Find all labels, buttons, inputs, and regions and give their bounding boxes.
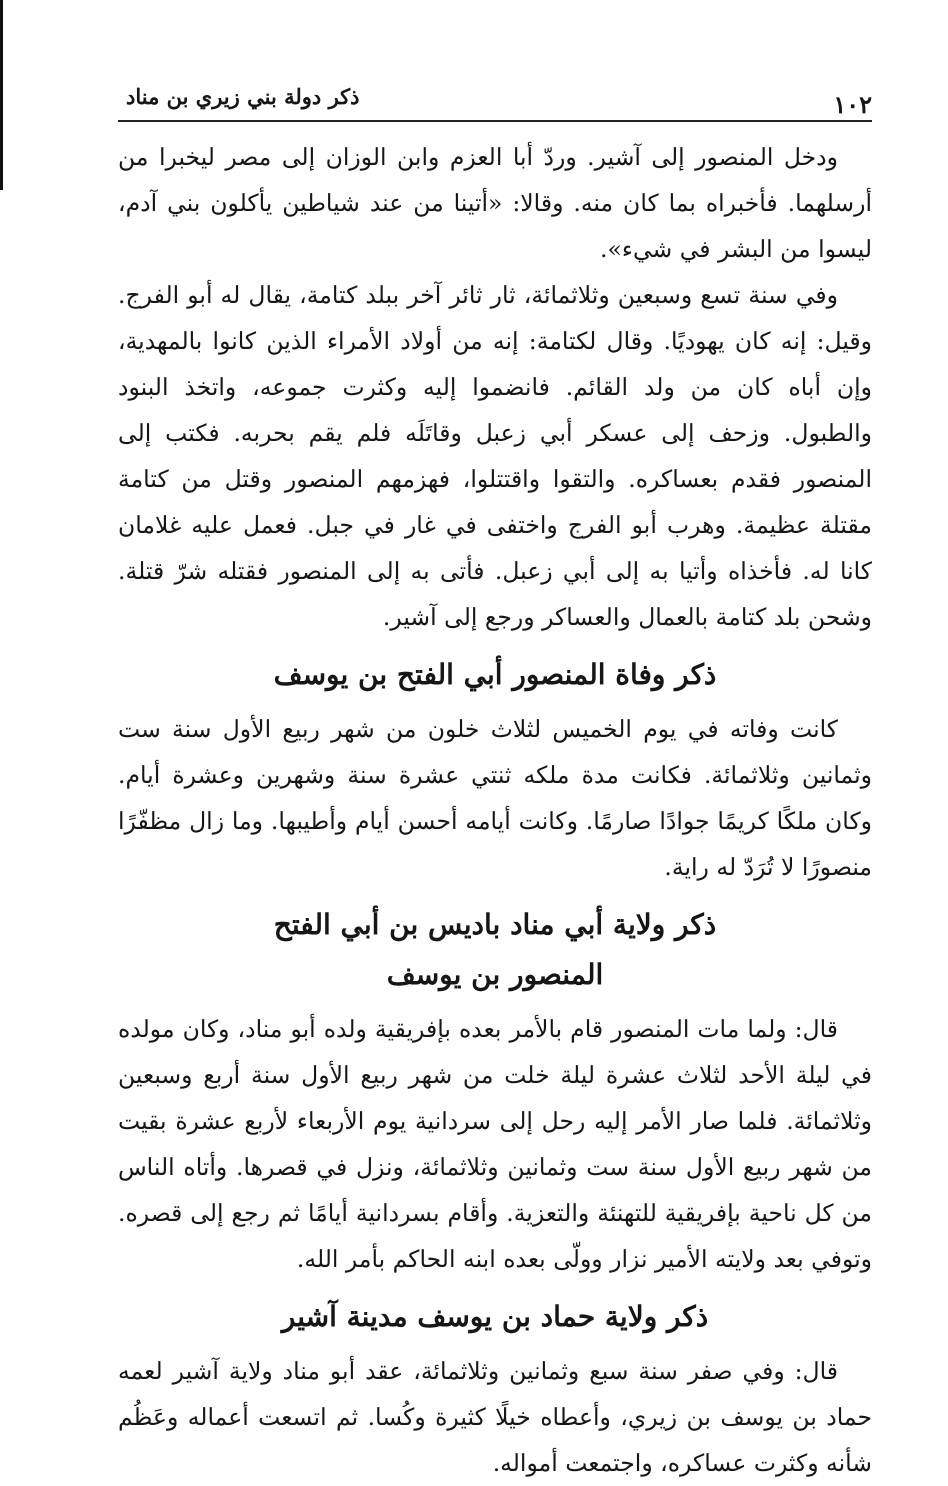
section-heading <box>118 650 872 700</box>
paragraph: قال: وفي صفر سنة سبع وثمانين وثلاثمائة، عقد أبو مناد ولاية آشير لعمه حماد بن يوسف بن زيري، وأعطاه خيلًا كثيرة وكُسا. ثم اتسعت أعماله وعَظُم شأنه وكثرت عساكره، واجتمعت أمواله. <box>118 1357 872 1477</box>
section-reign-of-badis <box>118 900 872 1282</box>
page-body <box>118 122 872 1486</box>
page-number: ١٠٢ <box>833 90 872 119</box>
section-death-of-mansur <box>118 650 872 890</box>
heading-line: المنصور بن يوسف <box>386 958 604 991</box>
section-heading <box>118 900 872 1000</box>
heading-line: ذكر ولاية حماد بن يوسف مدينة آشير <box>281 1300 709 1333</box>
paragraph: ودخل المنصور إلى آشير. وردّ أبا العزم وابن الوزان إلى مصر ليخبرا من أرسلهما. فأخبراه بما كان منه. وقالا: «أتينا من عند شياطين يأكلون بني آدم، ليسوا من البشر في شيء». <box>118 143 872 263</box>
paragraph: كانت وفاته في يوم الخميس لثلاث خلون من شهر ربيع الأول سنة ست وثمانين وثلاثمائة. فكانت مدة ملكه ثنتي عشرة سنة وشهرين وعشرة أيام. وكان ملكًا كريمًا جوادًا صارمًا. وكانت أيامه أحسن أيام وأطيبها. وما زال مظفّرًا منصورًا لا تُرَدّ له راية. <box>118 715 872 881</box>
heading-line: ذكر ولاية أبي مناد باديس بن أبي الفتح <box>273 908 717 941</box>
paragraph: وفي سنة تسع وسبعين وثلاثمائة، ثار ثائر آخر ببلد كتامة، يقال له أبو الفرج. وقيل: إنه كان يهوديًا. وقال لكتامة: إنه من أولاد الأمراء الذين كانوا بالمهدية، وإن أباه كان من ولد القائم. فانضموا إليه وكثرت جموعه، واتخذ البنود والطبول. وزحف إلى عسكر أبي زعبل وقاتَلَه فلم يقم بحربه. فكتب إلى المنصور فقدم بعساكره. والتقوا واقتتلوا، فهزمهم المنصور وقتل من كتامة مقتلة عظيمة. وهرب أبو الفرج واختفى في غار في جبل. فعمل عليه غلامان كانا له. فأخذاه وأتيا به إلى أبي زعبل. فأتى به إلى المنصور فقتله شرّ قتلة. وشحن بلد كتامة بالعمال والعساكر ورجع إلى آشير. <box>118 281 872 631</box>
section-heading <box>118 1292 872 1342</box>
book-page <box>118 72 872 1486</box>
section-hammad-ashir <box>118 1292 872 1486</box>
running-title: ذكر دولة بني زيري بن مناد <box>126 84 360 109</box>
paragraph: قال: ولما مات المنصور قام بالأمر بعده بإفريقية ولده أبو مناد، وكان مولده في ليلة الأحد لثلاث عشرة ليلة خلت من شهر ربيع الأول سنة أربع وسبعين وثلاثمائة. فلما صار الأمر إليه رحل إلى سردانية يوم الأربعاء لأربع عشرة بقيت من شهر ربيع الأول سنة ست وثمانين وثلاثمائة، ونزل في قصرها. وأتاه الناس من كل ناحية بإفريقية للتهنئة والتعزية. وأقام بسردانية أيامًا ثم رجع إلى قصره. وتوفي بعد ولايته الأمير نزار وولّى بعده ابنه الحاكم بأمر الله. <box>118 1015 872 1273</box>
running-header <box>118 72 872 122</box>
section-intro <box>118 134 872 640</box>
scan-edge-rule <box>0 0 3 190</box>
heading-line: ذكر وفاة المنصور أبي الفتح بن يوسف <box>273 658 717 691</box>
